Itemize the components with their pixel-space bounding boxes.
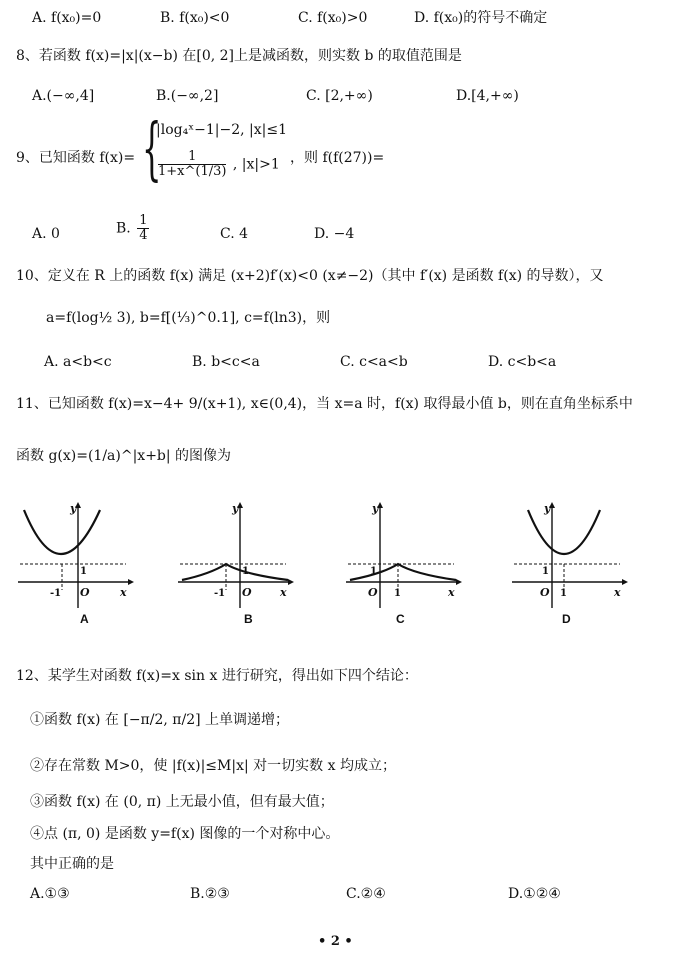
- graph-b-origin: O: [242, 586, 252, 599]
- q8-option-b: B.(−∞,2]: [156, 88, 219, 104]
- graph-c-tick-x1: 1: [394, 588, 401, 599]
- q9-piecewise-brace: {: [142, 110, 162, 189]
- q11-graph-c-label: C: [396, 612, 405, 626]
- q9-option-b-fraction: [137, 214, 149, 243]
- q9-case-2: [156, 150, 280, 179]
- q9-case-2-fraction: [158, 150, 226, 179]
- q11-graph-c: [344, 500, 464, 610]
- q12-c1-text-b: 上单调递增；: [205, 712, 290, 728]
- q9-frac-den: 1+x^(1/3): [158, 164, 227, 179]
- q11-graph-b-label: B: [244, 612, 253, 626]
- q8-option-a: A.(−∞,4]: [32, 88, 95, 104]
- q9-case-2-cond: , |x|>1: [232, 156, 280, 173]
- graph-b-x-label: x: [280, 586, 287, 599]
- graph-a-tick-neg1: -1: [50, 588, 62, 599]
- graph-b-tick-1: 1: [242, 566, 249, 577]
- q9-case-1: |log₄ˣ−1|−2, |x|≤1: [156, 122, 287, 138]
- q10-option-d: D. c<b<a: [488, 354, 557, 370]
- q11-graph-a-label: A: [80, 612, 89, 626]
- graph-a-y-label: y: [70, 502, 77, 515]
- q8-option-d: D.[4,+∞): [456, 88, 519, 104]
- q12-conclusion-3: ③函数 f(x) 在 (0, π) 上无最小值，但有最大值；: [30, 794, 334, 810]
- graph-d-tick-1: 1: [542, 566, 549, 577]
- q9-option-b-label: B.: [116, 220, 131, 237]
- q7-option-b: B. f(x₀)<0: [160, 10, 230, 26]
- q9-option-b-den: 4: [139, 228, 148, 243]
- q10-option-c: C. c<a<b: [340, 354, 408, 370]
- q12-option-b: B.②③: [190, 886, 230, 902]
- q12-c1-interval: [−π/2, π/2]: [123, 712, 201, 728]
- q11-stem-2: 函数 g(x)=(1/a)^|x+b| 的图像为: [16, 448, 232, 464]
- q12-option-c: C.②④: [346, 886, 386, 902]
- graph-b-tick-neg1: -1: [214, 588, 226, 599]
- q12-conclusion-2: ②存在常数 M>0，使 |f(x)|≤M|x| 对一切实数 x 均成立；: [30, 758, 396, 774]
- q9-frac-num: 1: [158, 150, 226, 165]
- graph-c-origin: O: [368, 586, 378, 599]
- graph-b-y-label: y: [232, 502, 239, 515]
- q7-option-c: C. f(x₀)>0: [298, 10, 368, 26]
- q9-option-a: A. 0: [32, 226, 60, 242]
- graph-d-y-label: y: [544, 502, 551, 515]
- graph-d-x-label: x: [614, 586, 621, 599]
- graph-c-y-label: y: [372, 502, 379, 515]
- q10-defs: a=f(log½ 3), b=f[(⅓)^0.1], c=f(ln3)，则: [46, 310, 331, 326]
- q10-option-b: B. b<c<a: [192, 354, 260, 370]
- page-number: • 2 •: [318, 934, 353, 949]
- q10-option-a: A. a<b<c: [44, 354, 112, 370]
- q9-option-b-num: 1: [139, 213, 148, 228]
- graph-c-tick-1: 1: [370, 566, 377, 577]
- q11-graph-d-label: D: [562, 612, 571, 626]
- q11-graph-a: [16, 500, 136, 610]
- q8-option-c: C. [2,+∞): [306, 88, 373, 104]
- q10-stem: 10、定义在 R 上的函数 f(x) 满足 (x+2)f′(x)<0 (x≠−2)（其中 f′(x) 是函数 f(x) 的导数），又: [16, 268, 604, 284]
- q11-graph-d: [510, 500, 630, 610]
- q9-prefix: 9、已知函数 f(x)=: [16, 150, 136, 166]
- q8-stem: 8、若函数 f(x)=|x|(x−b) 在[0, 2]上是减函数，则实数 b 的取值范围是: [16, 48, 462, 64]
- q12-conclusion-1: [30, 710, 289, 730]
- graph-d-tick-x1: 1: [560, 588, 567, 599]
- graph-d-origin: O: [540, 586, 550, 599]
- graph-c-x-label: x: [448, 586, 455, 599]
- q9-option-d: D. −4: [314, 226, 355, 242]
- q7-option-d: D. f(x₀)的符号不确定: [414, 10, 548, 26]
- q12-option-a: A.①③: [30, 886, 70, 902]
- q12-conclusion-4: ④点 (π, 0) 是函数 y=f(x) 图像的一个对称中心。: [30, 826, 340, 842]
- q7-option-a: A. f(x₀)=0: [32, 10, 102, 26]
- q9-option-c: C. 4: [220, 226, 249, 242]
- q9-suffix: ，则 f(f(27))=: [290, 150, 385, 166]
- q9-option-b: [116, 214, 151, 243]
- q12-ask: 其中正确的是: [30, 856, 114, 872]
- q12-stem: 12、某学生对函数 f(x)=x sin x 进行研究，得出如下四个结论：: [16, 668, 418, 684]
- graph-a-x-label: x: [120, 586, 127, 599]
- q12-c1-text-a: ①函数 f(x) 在: [30, 712, 119, 728]
- q12-option-d: D.①②④: [508, 886, 561, 902]
- graph-a-tick-1: 1: [80, 566, 87, 577]
- q11-stem: 11、已知函数 f(x)=x−4+ 9/(x+1), x∈(0,4)，当 x=a 时，f(x) 取得最小值 b，则在直角坐标系中: [16, 396, 633, 412]
- graph-a-origin: O: [80, 586, 90, 599]
- q11-graph-b: [176, 500, 296, 610]
